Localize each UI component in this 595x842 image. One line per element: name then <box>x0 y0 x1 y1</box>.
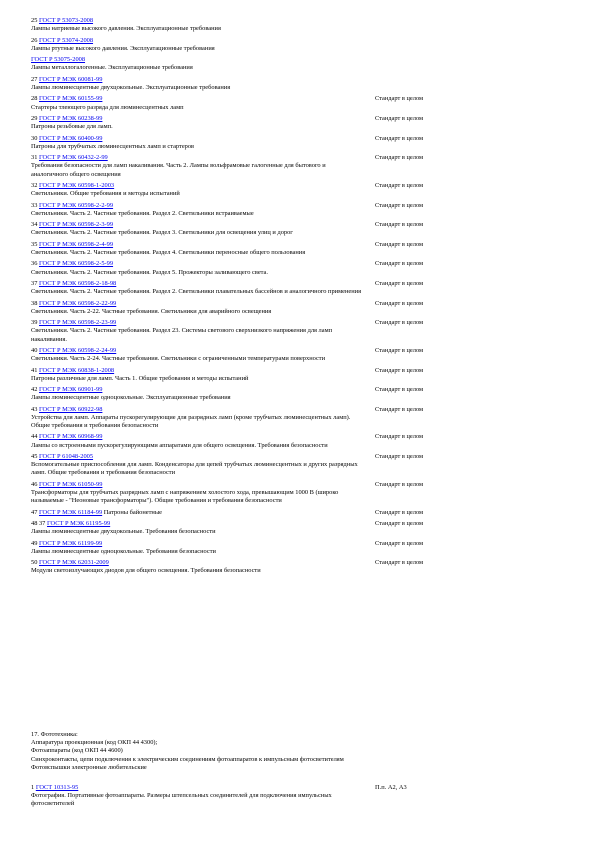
standard-link[interactable]: ГОСТ Р МЭК 60432-2-99 <box>39 154 108 162</box>
standard-link[interactable]: ГОСТ Р МЭК 60968-99 <box>39 433 103 441</box>
entry-title: Лампы люминесцентные одноцокольные. Требования безопасности <box>31 547 216 555</box>
entry-number: 41 <box>31 366 38 374</box>
standard-entry <box>31 520 451 536</box>
standard-link[interactable]: ГОСТ Р МЭК 61184-99 <box>39 508 103 516</box>
entry-title: Лампы со встроенными пускорегулирующими аппаратами для общего освещения. Требования безопасности <box>31 441 328 449</box>
entry-status: Стандарт в целом <box>375 508 424 516</box>
entry-status: Стандарт в целом <box>375 95 424 103</box>
entry-number: 38 <box>31 299 38 307</box>
entry-status: Стандарт в целом <box>375 539 424 547</box>
entry-status: Стандарт в целом <box>375 319 424 327</box>
entry-title: Светильники. Часть 2-24. Частные требования. Светильники с ограниченными температурами поверхности <box>31 355 326 363</box>
entry-number: 32 <box>31 181 38 189</box>
standard-link[interactable]: ГОСТ Р МЭК 60922-98 <box>39 405 103 413</box>
entry-title: Лампы металлогалогенные. Эксплуатационные требования <box>31 64 193 72</box>
entry-number: 1 <box>31 784 35 791</box>
standard-entry <box>31 386 451 402</box>
standard-link[interactable]: ГОСТ 10313-95 <box>35 784 79 791</box>
entry-number: 33 <box>31 201 38 209</box>
standard-entry <box>31 115 451 131</box>
section-line: Аппаратура проекционная (код ОКП 44 4300); <box>31 739 158 747</box>
entry-title: Светильники. Часть 2. Частные требования. Раздел 23. Системы светового сверхнизкого напряжения для ламп накаливания. <box>31 327 333 343</box>
standard-entry <box>31 559 451 575</box>
entry-number: 42 <box>31 386 38 394</box>
entry-title: Лампы ртутные высокого давления. Эксплуатационные требования <box>31 44 215 52</box>
entry-status: Стандарт в целом <box>375 240 424 248</box>
standard-entry <box>31 433 451 449</box>
entry-status: Стандарт в целом <box>375 433 424 441</box>
standard-link[interactable]: ГОСТ Р МЭК 62031-2009 <box>39 559 109 567</box>
entry-status: Стандарт в целом <box>375 154 424 162</box>
standard-link[interactable]: ГОСТ Р МЭК 60598-2-2-99 <box>39 201 114 209</box>
standard-link[interactable]: ГОСТ Р МЭК 60598-2-4-99 <box>39 240 114 248</box>
entry-title: Светильники. Часть 2. Частные требования. Раздел 2. Светильники встраиваемые <box>31 209 254 217</box>
entry-number: 35 <box>31 240 38 248</box>
standard-entry <box>31 260 451 276</box>
standard-entry <box>31 784 451 809</box>
entry-status: П.п. А2, А3 <box>375 784 407 791</box>
entry-number: 29 <box>31 114 38 122</box>
standard-link[interactable]: ГОСТ Р МЭК 60598-2-23-99 <box>39 319 117 327</box>
standard-entry <box>31 76 451 92</box>
entry-title: Фотография. Портативные фотоаппараты. Размеры штепсельных соединителей для подключения импульсных фотосветителей <box>31 792 332 808</box>
standard-link[interactable]: ГОСТ Р МЭК 61195-99 <box>47 520 111 528</box>
entry-title: Лампы люминесцентные двухцокольные. Эксплуатационные требования <box>31 83 231 91</box>
entry-status: Стандарт в целом <box>375 299 424 307</box>
standard-link[interactable]: ГОСТ Р МЭК 60901-99 <box>39 386 103 394</box>
entry-number: 48 37 <box>31 520 46 528</box>
standard-link[interactable]: ГОСТ Р МЭК 60598-2-18-98 <box>39 279 117 287</box>
entry-status: Стандарт в целом <box>375 221 424 229</box>
standard-link[interactable]: ГОСТ Р МЭК 60838-1-2008 <box>39 366 115 374</box>
entry-number: 25 <box>31 17 38 24</box>
standard-entry <box>31 95 451 111</box>
entry-title: Светильники. Часть 2. Частные требования. Раздел 4. Светильники переносные общего пользования <box>31 248 306 256</box>
entry-title: Модули светоизлучающих диодов для общего освещения. Требования безопасности <box>31 567 261 575</box>
standard-entry <box>31 202 451 218</box>
entry-title: Светильники. Часть 2-22. Частные требования. Светильники для аварийного освещения <box>31 307 272 315</box>
standard-link[interactable]: ГОСТ Р 61048-2005 <box>39 453 94 461</box>
standard-entry <box>31 540 451 556</box>
entry-status: Стандарт в целом <box>375 134 424 142</box>
entry-number: 31 <box>31 154 38 162</box>
standard-link[interactable]: ГОСТ Р МЭК 60598-2-22-99 <box>39 299 117 307</box>
standard-link[interactable]: ГОСТ Р МЭК 61050-99 <box>39 480 103 488</box>
entry-title: Патроны резьбовые для ламп. <box>31 123 113 131</box>
entry-status: Стандарт в целом <box>375 366 424 374</box>
entry-status: Стандарт в целом <box>375 480 424 488</box>
entry-title: Светильники. Часть 2. Частные требования. Раздел 2. Светильники плавательных бассейнов и аналогичного применения <box>31 288 362 296</box>
entry-number: 44 <box>31 433 38 441</box>
standard-entry <box>31 300 451 316</box>
standard-link[interactable]: ГОСТ Р 53073-2008 <box>39 17 94 24</box>
entry-status: Стандарт в целом <box>375 181 424 189</box>
entry-status: Стандарт в целом <box>375 520 424 528</box>
entry-status: Стандарт в целом <box>375 405 424 413</box>
standard-entry <box>31 56 451 72</box>
standard-entry <box>31 453 451 478</box>
standard-entry <box>31 17 451 33</box>
section-photo-equipment <box>31 731 571 772</box>
entry-title: Патроны байонетные <box>103 508 162 516</box>
standards-list <box>31 17 451 579</box>
entry-number: 37 <box>31 279 38 287</box>
entry-status: Стандарт в целом <box>375 114 424 122</box>
entry-status: Стандарт в целом <box>375 260 424 268</box>
entry-number: 27 <box>31 75 38 83</box>
entry-title: Светильники. Часть 2. Частные требования. Раздел 5. Прожекторы заливающего света. <box>31 268 268 276</box>
entry-title: Трансформаторы для трубчатых разрядных ламп с напряжением холостого хода, превышающим 1000 В (широко называемые - "Неоновые трансформаторы"). Общие требования и требования безопасности <box>31 489 339 505</box>
entry-number: 47 <box>31 508 38 516</box>
standard-link[interactable]: ГОСТ Р МЭК 60598-2-24-99 <box>39 346 117 354</box>
standard-entry <box>31 241 451 257</box>
entry-title: Лампы натриевые высокого давления. Эксплуатационные требования <box>31 25 221 33</box>
standard-entry <box>31 135 451 151</box>
entry-number: 30 <box>31 134 38 142</box>
standard-link[interactable]: ГОСТ Р МЭК 60081-99 <box>39 75 103 83</box>
entry-title: Патроны для трубчатых люминесцентных ламп и стартеров <box>31 142 195 150</box>
entry-title: Вспомогательные приспособления для ламп. Конденсаторы для цепей трубчатых люминесцентных и других разрядных ламп. Общие требования и требования безопасности <box>31 461 358 477</box>
entry-number: 39 <box>31 319 38 327</box>
standard-link[interactable]: ГОСТ Р МЭК 61199-99 <box>39 539 103 547</box>
section-line: Синхроконтакты, цепи подключения к электрическим соединениям фотоаппаратов к импульсным фотосветителям <box>31 755 344 763</box>
entry-title: Светильники. Часть 2. Частные требования. Раздел 3. Светильники для освещения улиц и дорог <box>31 229 293 237</box>
entry-status: Стандарт в целом <box>375 453 424 461</box>
entry-title: Лампы люминесцентные двухцокольные. Требования безопасности <box>31 528 216 536</box>
entry-title: Светильники. Общие требования и методы испытаний <box>31 190 180 198</box>
section-line: Фотоаппараты (код ОКП 44 4600) <box>31 747 123 755</box>
entry-number: 45 <box>31 453 38 461</box>
standard-entry <box>31 367 451 383</box>
section-heading: 17. Фототехника: <box>31 731 78 738</box>
entry-number: 50 <box>31 559 38 567</box>
standard-entry <box>31 221 451 237</box>
standard-link[interactable]: ГОСТ Р МЭК 60598-2-3-99 <box>39 221 114 229</box>
entry-title: Требования безопасности для ламп накаливания. Часть 2. Лампы вольфрамовые галогенные для бытового и аналогичного общего освещения <box>31 162 326 178</box>
entry-title: Стартеры тлеющего разряда для люминесцентных ламп <box>31 103 184 111</box>
entry-number: 43 <box>31 405 38 413</box>
standard-link[interactable]: ГОСТ Р МЭК 60598-2-5-99 <box>39 260 114 268</box>
standard-entry <box>31 319 451 344</box>
standard-link[interactable]: ГОСТ Р МЭК 60155-99 <box>39 95 103 103</box>
entry-number: 49 <box>31 539 38 547</box>
standard-link[interactable]: ГОСТ Р 53075-2008 <box>31 56 86 64</box>
entry-title: Устройства для ламп. Аппараты пускорегулирующие для разрядных ламп (кроме трубчатых люминесцентных ламп). Общие требования и требования безопасности <box>31 413 351 430</box>
standard-entry <box>31 154 451 179</box>
entry-number: 26 <box>31 36 38 44</box>
entry-number: 36 <box>31 260 38 268</box>
entry-status: Стандарт в целом <box>375 346 424 354</box>
entry-number: 28 <box>31 95 38 103</box>
standard-entry <box>31 406 451 431</box>
entry-status: Стандарт в целом <box>375 559 424 567</box>
standard-entry <box>31 280 451 296</box>
entry-title: Патроны различные для ламп. Часть 1. Общие требования и методы испытаний <box>31 374 249 382</box>
entry-number: 34 <box>31 221 38 229</box>
standard-entry <box>31 347 451 363</box>
entry-status: Стандарт в целом <box>375 201 424 209</box>
standard-entry <box>31 481 451 506</box>
standard-link[interactable]: ГОСТ Р МЭК 60400-99 <box>39 134 103 142</box>
standard-entry <box>31 182 451 198</box>
section-line: Фотовспышки электронные любительские <box>31 763 147 771</box>
standard-link[interactable]: ГОСТ Р МЭК 60598-1-2003 <box>39 181 115 189</box>
entry-title: Лампы люминесцентные одноцокольные. Эксплуатационные требования <box>31 394 231 402</box>
entry-status: Стандарт в целом <box>375 279 424 287</box>
standard-entry <box>31 37 451 53</box>
standard-entry <box>31 509 451 517</box>
standard-link[interactable]: ГОСТ Р 53074-2008 <box>39 36 94 44</box>
entry-number: 46 <box>31 480 38 488</box>
entry-status: Стандарт в целом <box>375 386 424 394</box>
entry-number: 40 <box>31 346 38 354</box>
standard-link[interactable]: ГОСТ Р МЭК 60238-99 <box>39 114 103 122</box>
